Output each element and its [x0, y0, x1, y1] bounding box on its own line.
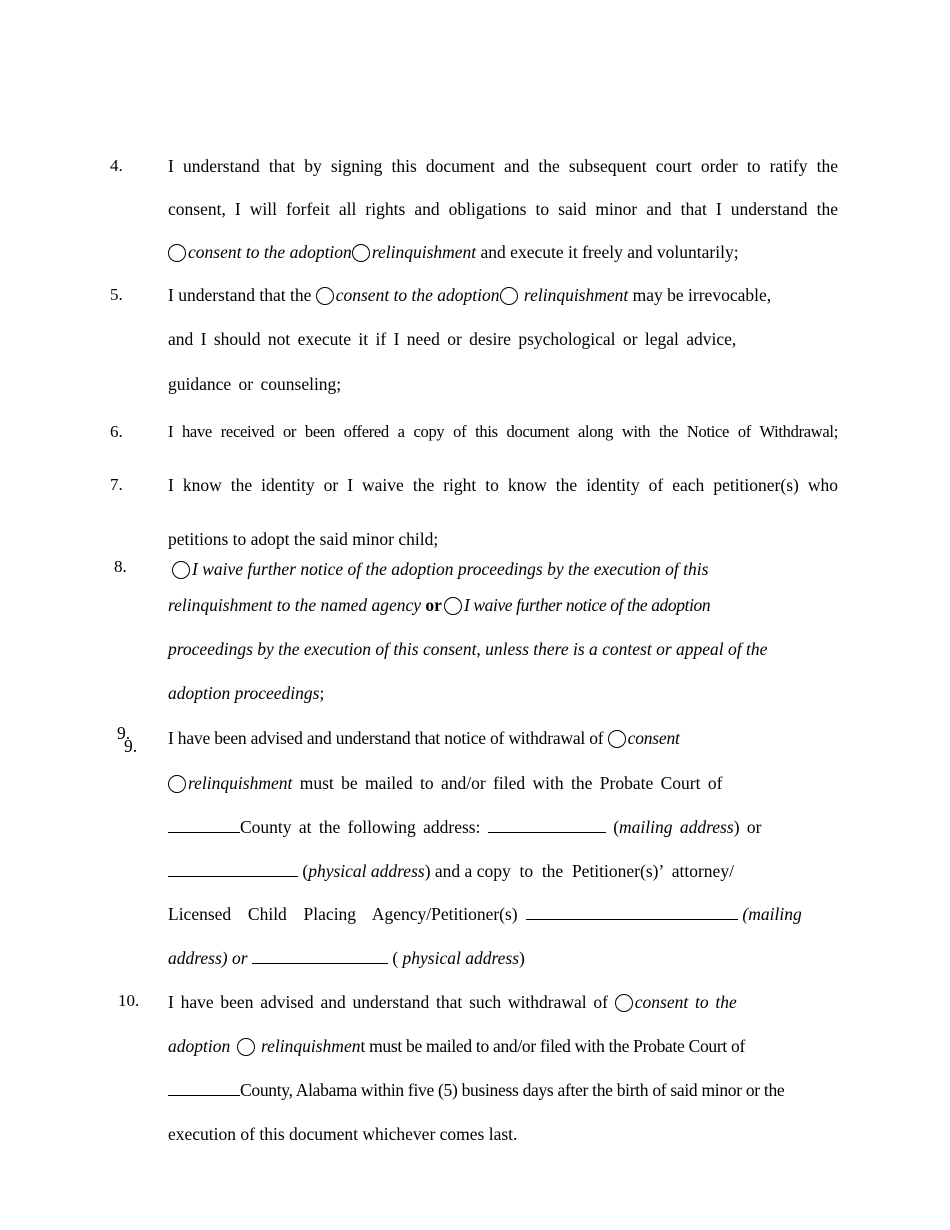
consent-option-label: consent: [627, 728, 680, 748]
county-blank-10[interactable]: [168, 1081, 240, 1096]
consent-option-label: consent to the adoption: [188, 242, 352, 262]
relinquishment-option-label: relinquishment: [371, 242, 477, 262]
item-7-line-1: I know the identity or I waive the right to know the identity of each petitioner(s) who: [168, 475, 838, 495]
waive-notice-agency-radio[interactable]: [172, 561, 190, 579]
item-8-line-3-text: proceedings by the execution of this consent, unless there is a contest or appeal of the: [168, 639, 768, 659]
item-5-tail: may be irrevocable,: [628, 285, 772, 305]
relinquishment-radio-5[interactable]: [500, 287, 518, 305]
physical-address-label: physical address: [308, 861, 425, 881]
item-5-line-3: guidance or counseling;: [168, 374, 342, 394]
mailing-address-blank-9[interactable]: [488, 818, 606, 833]
relinquishment-option-label: relinquishment: [519, 285, 629, 305]
item-9-line-6-text: address) or: [168, 948, 252, 968]
item-number-6: 6.: [110, 422, 123, 441]
withdrawal-relinquishment-radio-9[interactable]: [168, 775, 186, 793]
physical-address-label: physical address: [402, 948, 520, 968]
item-4-line-1: I understand that by signing this document and the subsequent court order to ratify the: [168, 156, 838, 176]
paren-close: ): [519, 948, 525, 968]
item-6-line-1: I have received or been offered a copy of this document along with the Notice of Withdrawal;: [168, 422, 838, 441]
item-9-mailing-label: (mailing: [738, 904, 802, 924]
item-8-or: or: [425, 595, 442, 615]
consent-radio-5[interactable]: [316, 287, 334, 305]
item-number-9: 9.: [117, 723, 131, 743]
item-4-tail: and execute it freely and voluntarily;: [476, 242, 739, 262]
item-number-10: 10.: [118, 991, 140, 1010]
item-4-line-2: consent, I will forfeit all rights and obligations to said minor and that I understand the: [168, 199, 838, 219]
item-10-line-3: [168, 1080, 784, 1101]
item-8-line-1: [168, 559, 708, 580]
item-8-option-2-text: I waive further notice of the adoption: [463, 595, 711, 615]
consent-option-label: consent to the adoption: [335, 285, 500, 305]
item-10-line-1: [168, 992, 737, 1013]
item-9-line-3-tail: ) or: [733, 817, 762, 837]
item-number-7: 7.: [110, 475, 123, 494]
item-number-4: 4.: [110, 156, 123, 175]
item-8-semicolon: ;: [319, 683, 325, 703]
relinquishment-radio-4[interactable]: [352, 244, 370, 262]
item-9-line-4-tail: ) and a copy to the Petitioner(s)’ attorney/: [424, 861, 734, 881]
item-9-line-5-text: Licensed Child Placing Agency/Petitioner(s): [168, 904, 527, 924]
item-number-9-duplicate: 9.: [124, 736, 138, 756]
paren-open: (: [387, 948, 403, 968]
item-8-line-3: [168, 639, 767, 660]
item-9-line-3: [168, 817, 761, 838]
withdrawal-consent-radio-9[interactable]: [608, 730, 626, 748]
paren-open: (: [605, 817, 620, 837]
item-8-line-2: [168, 595, 710, 616]
item-9-line-1: [168, 728, 680, 749]
item-number-5: 5.: [110, 285, 123, 304]
item-10-adoption-label: adoption: [168, 1036, 235, 1056]
item-8-line-4-text: adoption proceedings: [168, 683, 320, 703]
withdrawal-relinquishment-radio-10[interactable]: [237, 1038, 255, 1056]
item-5-pre: I understand that the: [168, 285, 316, 305]
county-blank-9[interactable]: [168, 818, 240, 833]
item-8-line-4: [168, 683, 324, 704]
item-5-line-1: [168, 285, 771, 306]
item-8-option-1-text: I waive further notice of the adoption proceedings by the execution of this: [192, 559, 709, 579]
item-9-line-6: [168, 948, 525, 969]
item-9-line-5: [168, 904, 802, 925]
item-10-line-4: execution of this document whichever comes last.: [168, 1124, 518, 1144]
withdrawal-consent-radio-10[interactable]: [615, 994, 633, 1012]
item-9-line-3a: County at the following address:: [240, 817, 488, 837]
relinquishment-option-label: relinquishment: [188, 773, 293, 793]
paren-open: (: [298, 861, 309, 881]
item-10-line-1-text: I have been advised and understand that such withdrawal of: [168, 992, 615, 1012]
item-5-line-2: and I should not execute it if I need or desire psychological or legal advice,: [168, 329, 737, 349]
item-9-line-4: [168, 861, 734, 882]
physical-address-blank-9[interactable]: [168, 862, 298, 877]
relinquishment-option-label: relinquishmen: [256, 1036, 361, 1056]
item-7-line-2: petitions to adopt the said minor child;: [168, 529, 439, 549]
agency-address-blank-9[interactable]: [526, 905, 738, 920]
item-10-line-3-text: County, Alabama within five (5) business days after the birth of said minor or the: [240, 1080, 785, 1100]
consent-option-label: consent to the: [634, 992, 737, 1012]
mailing-address-label: mailing address: [619, 817, 734, 837]
item-8-line-2a: relinquishment to the named agency: [168, 595, 426, 615]
item-number-8: 8.: [114, 557, 127, 576]
item-9-line-2: [168, 773, 722, 794]
waive-notice-consent-radio[interactable]: [444, 597, 462, 615]
agency-physical-address-blank-9[interactable]: [252, 949, 388, 964]
item-9-line-2-text: must be mailed to and/or filed with the Probate Court of: [292, 773, 723, 793]
item-4-line-3: [168, 242, 739, 263]
item-9-line-1-text: I have been advised and understand that notice of withdrawal of: [168, 728, 608, 748]
item-10-line-2-text: t must be mailed to and/or filed with the Probate Court of: [360, 1036, 746, 1056]
consent-radio-4[interactable]: [168, 244, 186, 262]
item-10-line-2: [168, 1036, 745, 1057]
